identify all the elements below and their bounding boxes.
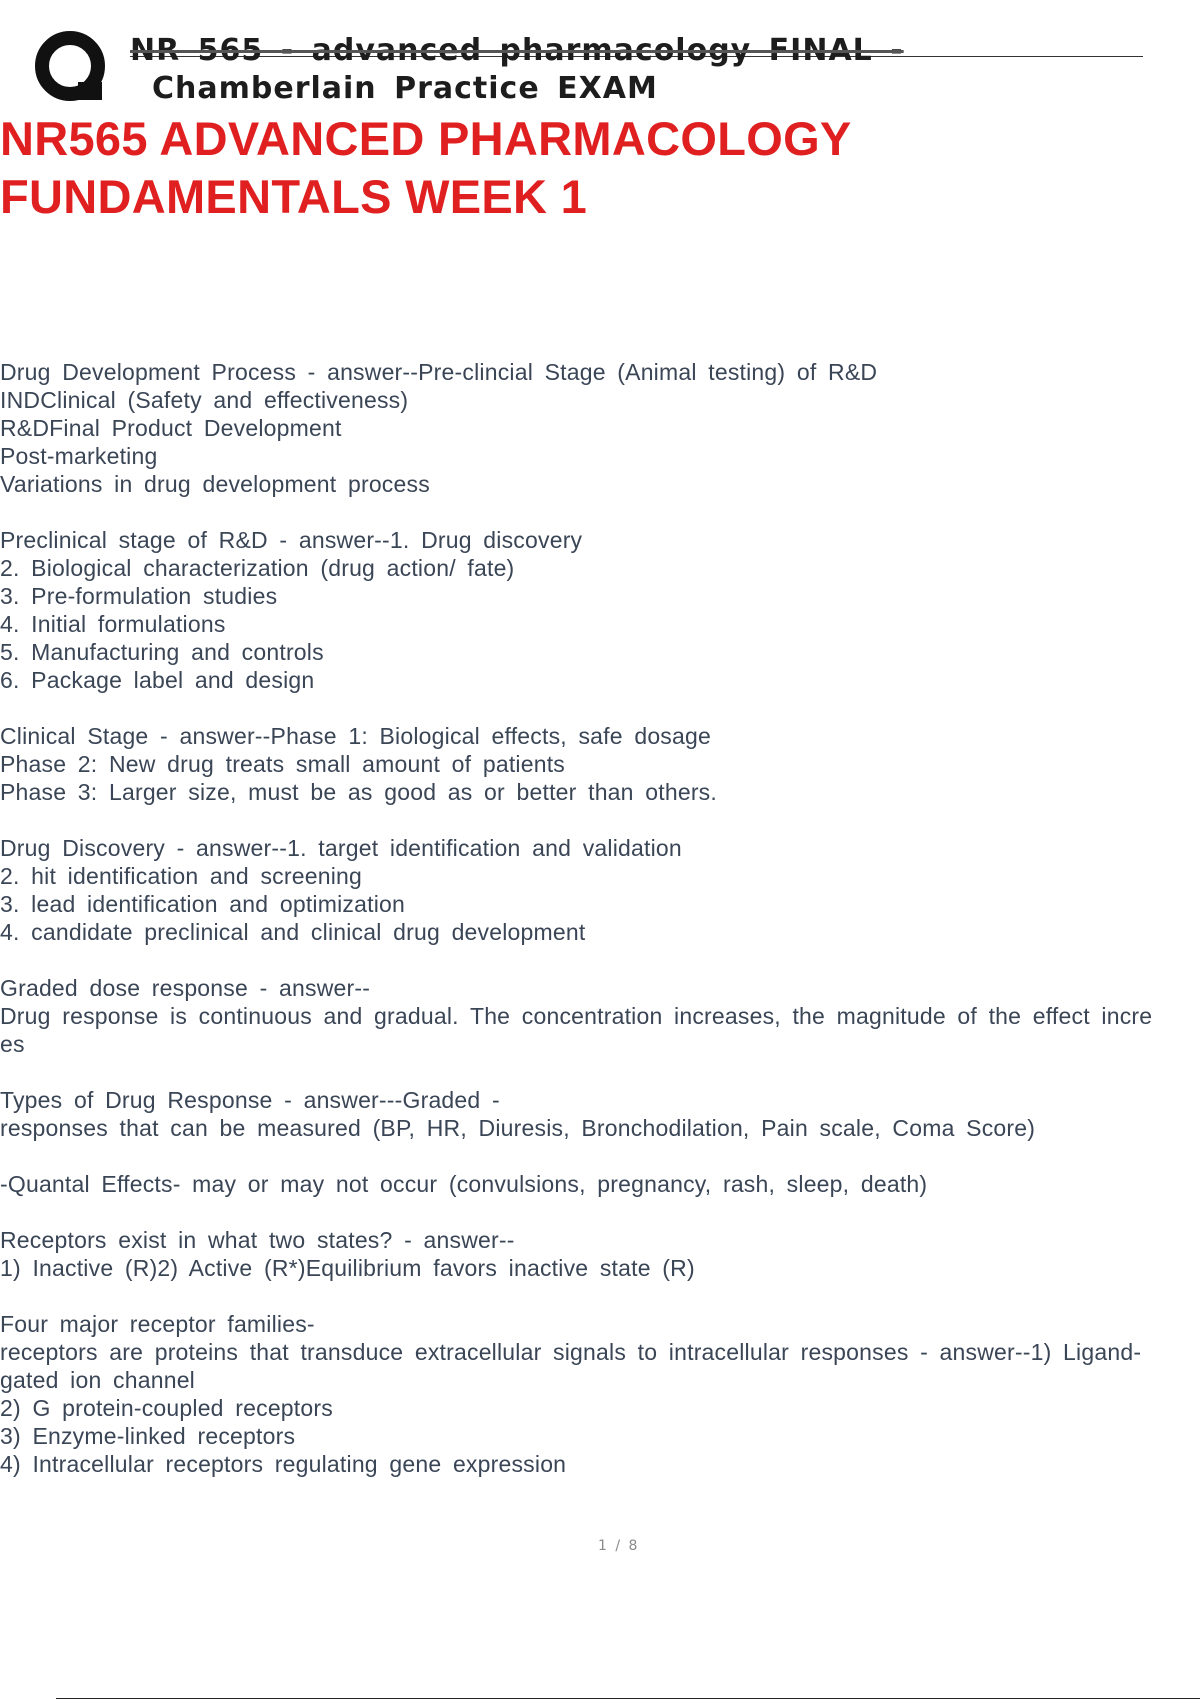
qa-line: 4. Initial formulations <box>0 611 226 637</box>
qa-line: Preclinical stage of R&D - answer--1. Drug discovery <box>0 527 583 553</box>
qa-line: Phase 3: Larger size, must be as good as or better than others. <box>0 779 717 805</box>
qa-line: receptors are proteins that transduce extracellular signals to intracellular responses - answer--1) Ligand- <box>0 1339 1142 1365</box>
qa-line: -Quantal Effects- may or may not occur (convulsions, pregnancy, rash, sleep, death) <box>0 1171 928 1197</box>
qa-line: 3. Pre-formulation studies <box>0 583 278 609</box>
qa-line: Four major receptor families- <box>0 1311 315 1337</box>
bottom-rule <box>56 1698 1200 1699</box>
qa-line: Variations in drug development process <box>0 471 430 497</box>
qa-line: Drug Development Process - answer--Pre-clincial Stage (Animal testing) of R&D <box>0 359 878 385</box>
qa-line: INDClinical (Safety and effectiveness) <box>0 387 409 413</box>
qa-line: Types of Drug Response - answer---Graded - <box>0 1087 500 1113</box>
qa-line: 4. candidate preclinical and clinical drug development <box>0 919 586 945</box>
qa-line: Drug response is continuous and gradual. The concentration increases, the magnitude of the effect incre <box>0 1003 1153 1029</box>
qa-block <box>0 1086 1200 1142</box>
qa-line: 3. lead identification and optimization <box>0 891 405 917</box>
qa-block <box>0 974 1200 1058</box>
page-indicator: 1 / 8 <box>598 1538 640 1554</box>
qa-line: responses that can be measured (BP, HR, Diuresis, Bronchodilation, Pain scale, Coma Score) <box>0 1115 1036 1141</box>
qa-block <box>0 834 1200 946</box>
page-title-line-2: FUNDAMENTALS WEEK 1 <box>0 170 588 223</box>
qa-line: 5. Manufacturing and controls <box>0 639 324 665</box>
qa-line: 1) Inactive (R)2) Active (R*)Equilibrium favors inactive state (R) <box>0 1255 695 1281</box>
document-body <box>0 358 1200 1506</box>
header-title-line-2: Chamberlain Practice EXAM <box>152 71 658 106</box>
page-title <box>0 110 852 226</box>
qa-line: Receptors exist in what two states? - answer-- <box>0 1227 515 1253</box>
qa-line: Drug Discovery - answer--1. target identification and validation <box>0 835 682 861</box>
qa-line: Post-marketing <box>0 443 158 469</box>
qa-block <box>0 526 1200 694</box>
qa-line: R&DFinal Product Development <box>0 415 342 441</box>
document-header-title <box>130 32 904 108</box>
qa-block <box>0 358 1200 498</box>
qa-block <box>0 1226 1200 1282</box>
qa-line: 4) Intracellular receptors regulating gene expression <box>0 1451 567 1477</box>
qa-line: 2. Biological characterization (drug action/ fate) <box>0 555 515 581</box>
qa-block <box>0 1170 1200 1198</box>
qa-line: es <box>0 1031 25 1057</box>
header-title-line-1: NR 565 - advanced pharmacology FINAL - <box>130 33 904 68</box>
qa-line: 3) Enzyme-linked receptors <box>0 1423 296 1449</box>
qa-block <box>0 722 1200 806</box>
qa-block <box>0 1310 1200 1478</box>
qa-line: gated ion channel <box>0 1367 195 1393</box>
qa-line: Graded dose response - answer-- <box>0 975 371 1001</box>
q-logo-icon <box>34 30 110 106</box>
qa-line: 2. hit identification and screening <box>0 863 362 889</box>
qa-line: 6. Package label and design <box>0 667 315 693</box>
qa-line: Phase 2: New drug treats small amount of patients <box>0 751 566 777</box>
qa-line: 2) G protein-coupled receptors <box>0 1395 333 1421</box>
page-title-line-1: NR565 ADVANCED PHARMACOLOGY <box>0 112 852 165</box>
qa-line: Clinical Stage - answer--Phase 1: Biological effects, safe dosage <box>0 723 711 749</box>
